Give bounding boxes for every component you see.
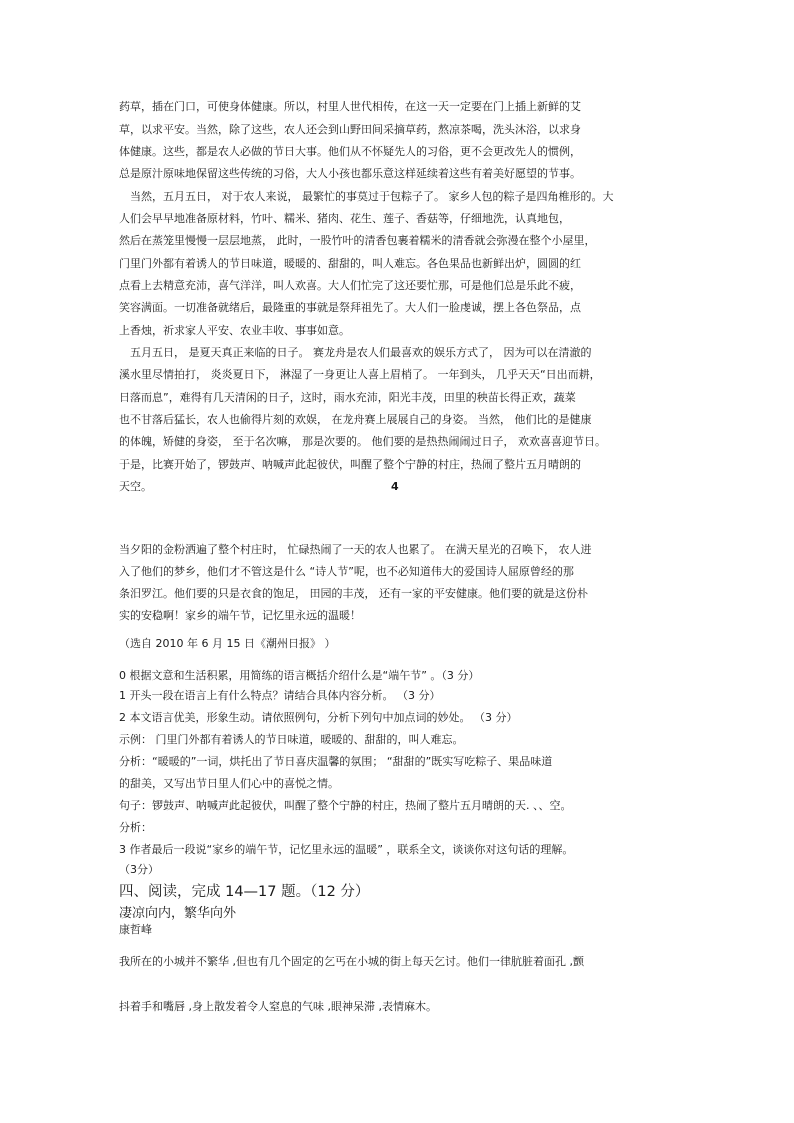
question-line: 0 根据文意和生活积累，用简练的语言概括介绍什么是“端午节” 。（3 分） [119, 669, 480, 682]
text-line: 笑容满面。一切准备就绪后，最隆重的事就是祭拜祖先了。大人们一脸虔诚，摆上各色祭品，点 [119, 301, 581, 314]
question-line: 3 作者最后一段说“家乡的端午节，记忆里永远的温暖” ，联系全文，谈谈你对这句话的理解。 [119, 843, 574, 856]
question-line: 1 开头一段在语言上有什么特点？请结合具体内容分析。 （3 分） [119, 689, 441, 702]
text-line: 然后在蒸笼里慢慢一层层地蒸， 此时，一股竹叶的清香包裹着糯米的清香就会弥漫在整个小屋里， [119, 234, 596, 247]
text-line: 入了他们的梦乡，他们才不管这是什么 “诗人节”呢，也不必知道伟大的爱国诗人屈原曾经的那 [119, 565, 574, 578]
text-line: 条汨罗江。他们要的只是衣食的饱足， 田园的丰茂， 还有一家的平安健康。他们要的就是这份朴 [119, 587, 588, 600]
text-line: 当然，五月五日， 对于农人来说， 最繁忙的事莫过于包粽子了。 家乡人包的粽子是四角椎形的。大 [119, 190, 614, 203]
text-line: 溪水里尽情拍打， 炎炎夏日下， 淋湿了一身更让人喜上眉梢了。 一年到头， 几乎天天“日出而耕， [119, 368, 601, 381]
text-line: 日落而息”，难得有几天清闲的日子，这时，雨水充沛，阳光丰茂，田里的秧苗长得正欢，蔬菜 [119, 391, 576, 404]
question-line: 示例： 门里门外都有着诱人的节日味道，暖暖的、甜甜的，叫人难忘。 [119, 733, 464, 746]
text-line: 药草，插在门口，可使身体健康。所以，村里人世代相传，在这一天一定要在门上插上新鲜的艾 [119, 100, 581, 113]
text-line: 门里门外都有着诱人的节日味道，暖暖的、甜甜的，叫人难忘。各色果品也新鲜出炉，圆圆的红 [119, 257, 581, 270]
text-line: 总是原汁原味地保留这些传统的习俗，大人小孩也都乐意这样延续着这些有着美好愿望的节事。 [119, 167, 581, 180]
text-line: 的体魄，矫健的身姿， 至于名次嘛， 那是次要的。 他们要的是热热闹闹过日子， 欢欢喜喜迎节日。 [119, 435, 606, 448]
article-author: 康哲峰 [119, 923, 152, 936]
text-line: 草，以求平安。当然，除了这些，农人还会到山野田间采摘草药，熬凉茶喝，洗头沐浴，以求身 [119, 123, 581, 136]
text-line: 于是，比赛开始了，锣鼓声、呐喊声此起彼伏，叫醒了整个宁静的村庄，热闹了整片五月晴朗的 [119, 458, 581, 471]
text-line: 抖着手和嘴唇 ,身上散发着令人窒息的气味 ,眼神呆滞 ,表情麻木。 [119, 1000, 437, 1013]
text-line: 当夕阳的金粉洒遍了整个村庄时， 忙碌热闹了一天的农人也累了。 在满天星光的召唤下， 农人进 [119, 543, 592, 556]
question-line: 分析：“暖暖的”一词，烘托出了节日喜庆温馨的氛围； “甜甜的”既实写吃粽子、果品味道 [119, 755, 553, 768]
text-line: 五月五日， 是夏天真正来临的日子。 赛龙舟是农人们最喜欢的娱乐方式了， 因为可以在清澈的 [119, 346, 592, 359]
question-line: 的甜美，又写出节日里人们心中的喜悦之情。 [119, 777, 339, 790]
question-line: 2 本文语言优美，形象生动。请依照例句，分析下列句中加点词的妙处。 （3 分） [119, 711, 518, 724]
text-line: 体健康。这些，都是农人必做的节日大事。他们从不怀疑先人的习俗，更不会更改先人的惯例， [119, 145, 581, 158]
text-line: 也不甘落后猛长，农人也偷得片刻的欢娱， 在龙舟赛上展展自己的身姿。 当然， 他们比的是健康 [119, 413, 592, 426]
text-line: 天空。 [119, 480, 152, 493]
text-line: 实的安稳啊！家乡的端午节，记忆里永远的温暖！ [119, 609, 361, 622]
text-line: 人们会早早地准备原材料，竹叶、糯米、猪肉、花生、莲子、香菇等，仔细地洗，认真地包， [119, 212, 570, 225]
article-title: 凄凉向内，繁华向外 [119, 906, 237, 921]
text-line: 我所在的小城并不繁华 ,但也有几个固定的乞丐在小城的街上每天乞讨。他们一律肮脏着面孔 ,颤 [119, 955, 584, 968]
page-number: 4 [391, 480, 399, 493]
section-heading: 四、阅读，完成 14—17 题。（12 分） [119, 884, 370, 900]
source-citation: （选自 2010 年 6 月 15 日《潮州日报》 ） [119, 637, 336, 650]
question-line: 分析： [119, 821, 152, 834]
question-line: 句子：锣鼓声、呐喊声此起彼伏，叫醒了整个宁静的村庄，热闹了整片五月晴朗的天. 、、空。 [119, 799, 572, 812]
text-line: 上香烛，祈求家人平安、农业丰收、事事如意。 [119, 324, 350, 337]
text-line: 点看上去精意充沛，喜气洋洋，叫人欢喜。大人们忙完了这还要忙那，可是他们总是乐此不疲， [119, 279, 581, 292]
question-line: （3分） [119, 863, 159, 876]
